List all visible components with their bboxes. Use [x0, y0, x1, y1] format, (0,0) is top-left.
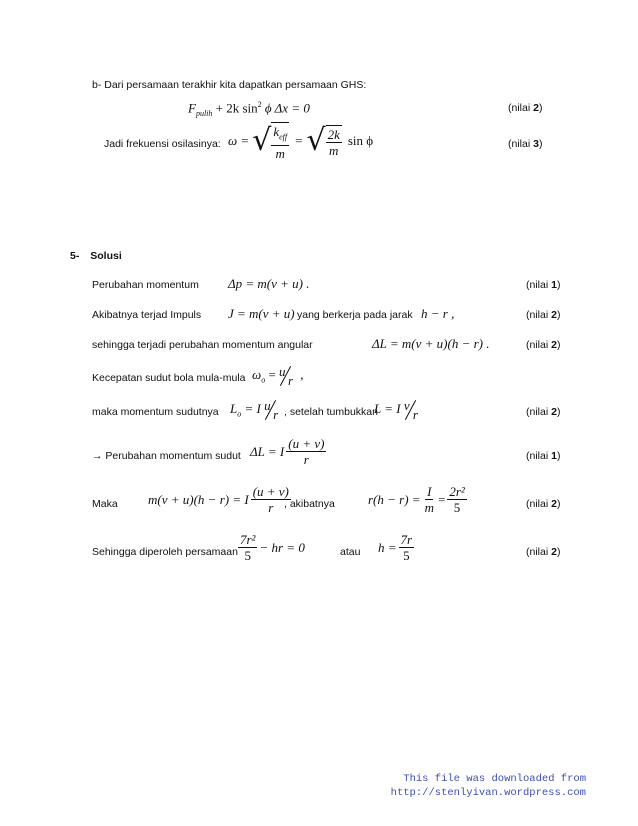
nilai-num: 3 — [533, 138, 539, 150]
nilai-num: 1 — [551, 450, 557, 462]
m-2: m — [329, 142, 339, 158]
nilai-post: ) — [556, 309, 561, 321]
frequency-equation — [228, 122, 373, 161]
nilai-num: 1 — [551, 279, 557, 291]
num: (u + v) — [252, 484, 289, 499]
num: I — [427, 484, 432, 499]
row-impuls-nilai — [526, 309, 560, 321]
row-momentum-nilai — [526, 279, 560, 291]
row-angular-label: sehingga terjadi perubahan momentum angular — [92, 339, 313, 351]
ghs-nilai — [508, 102, 542, 114]
two-r-sq-over-5 — [447, 484, 466, 515]
L-sub: o — [237, 409, 242, 419]
row-impuls-label: Akibatnya terjad Impuls — [92, 309, 202, 321]
num: 7r — [400, 532, 413, 547]
momentum-after-math — [374, 400, 422, 420]
section-b-intro: b- Dari persamaan terakhir kita dapatkan persamaan GHS: — [92, 79, 367, 91]
section-5-heading — [70, 250, 122, 262]
L-after: L = I — [374, 400, 401, 416]
maka-label: Maka — [92, 498, 118, 510]
den: 5 — [244, 548, 251, 563]
equals: = — [437, 491, 446, 507]
nilai-post: ) — [556, 450, 561, 462]
nilai-pre: (nilai — [526, 498, 552, 510]
rest: − hr = 0 — [259, 539, 305, 555]
change-nilai — [526, 450, 560, 462]
nilai-pre: (nilai — [526, 279, 552, 291]
final-math — [236, 532, 305, 563]
nilai-num: 2 — [533, 102, 539, 114]
two-k: 2k — [327, 126, 340, 142]
row-momentum-math: Δp = m(v + u) . — [228, 276, 310, 291]
footer-link[interactable]: http://stenlyivan.wordpress.com — [390, 787, 586, 799]
maka-rhs — [368, 484, 469, 515]
row-impuls-mid: yang berkerja pada jarak — [297, 309, 413, 321]
nilai-post: ) — [556, 498, 561, 510]
sqrt-2 — [306, 125, 343, 158]
I-over-m — [423, 484, 436, 515]
num: 2r² — [449, 484, 465, 499]
h: h = — [378, 539, 397, 555]
omega: ω — [252, 366, 262, 382]
momentum-sudut-mid: , setelah tumbukkan — [284, 406, 378, 418]
nilai-pre: (nilai — [526, 450, 552, 462]
den: r — [268, 500, 274, 515]
row-angular-math: ΔL = m(v + u)(h − r) . — [372, 336, 490, 351]
footer-line-1: This file was downloaded from — [403, 773, 586, 785]
den: 5 — [453, 500, 461, 515]
den: r — [303, 452, 309, 467]
frequency-label: Jadi frekuensi osilasinya: — [104, 138, 221, 150]
maka-nilai — [526, 498, 560, 510]
rhs: r(h − r) = — [368, 491, 421, 507]
final-atau: atau — [340, 546, 361, 558]
change-math — [250, 436, 328, 467]
sqrt-1 — [252, 122, 291, 161]
num: (u + v) — [288, 436, 325, 451]
omega: ω = — [228, 133, 250, 149]
u-over-r — [279, 366, 297, 386]
nilai-post: ) — [538, 138, 543, 150]
section-title: Solusi — [90, 250, 122, 262]
den: r — [288, 373, 294, 388]
row-impuls-math2: h − r , — [421, 306, 455, 321]
momentum-sudut-nilai — [526, 406, 560, 418]
seven-r-sq-over-5 — [238, 532, 257, 563]
den: m — [424, 500, 434, 515]
radical-icon: √ — [252, 123, 272, 159]
L: L — [230, 400, 238, 416]
maka-math — [148, 484, 293, 515]
sin-phi: sin ϕ — [347, 133, 374, 149]
num: 7r² — [240, 532, 256, 547]
num: u — [264, 398, 271, 413]
eq-F-sub: pulih — [195, 108, 213, 118]
change-label: → Perubahan momentum sudut — [92, 450, 241, 462]
section-number: 5- — [70, 250, 80, 262]
comma: , — [300, 366, 304, 382]
nilai-pre: (nilai — [526, 339, 552, 351]
nilai-post: ) — [556, 279, 561, 291]
frequency-nilai — [508, 138, 542, 150]
den: r — [412, 407, 418, 422]
nilai-pre: (nilai — [508, 102, 534, 114]
eq-tail: ϕ Δx = 0 — [264, 100, 310, 116]
nilai-pre: (nilai — [526, 406, 552, 418]
m-1: m — [275, 145, 285, 161]
eq-sq: 2 — [257, 100, 262, 109]
final-h — [378, 532, 416, 563]
equals: = — [295, 133, 303, 149]
eq-rest: + 2k sin — [215, 100, 258, 116]
radical-icon-2: √ — [306, 123, 326, 159]
lhs: m(v + u)(h − r) = I — [148, 491, 249, 507]
nilai-num: 2 — [551, 498, 557, 510]
den: r — [273, 407, 279, 422]
maka-mid: , akibatnya — [284, 498, 335, 510]
seven-r-over-5 — [399, 532, 415, 563]
nilai-post: ) — [538, 102, 543, 114]
final-label: Sehingga diperoleh persamaan — [92, 546, 238, 558]
nilai-num: 2 — [551, 309, 557, 321]
nilai-num: 2 — [551, 339, 557, 351]
v-over-r — [404, 400, 422, 420]
num: u — [279, 364, 286, 379]
omega-sub: o — [261, 375, 266, 385]
row-impuls-math: J = m(v + u) — [228, 306, 295, 321]
eq-F: F — [188, 100, 196, 116]
download-footer — [391, 772, 586, 800]
change-frac — [286, 436, 326, 467]
k-eff: k — [273, 124, 280, 139]
nilai-pre: (nilai — [526, 546, 552, 558]
equals: = — [268, 366, 276, 382]
angular-velocity-label: Kecepatan sudut bola mula-mula — [92, 372, 246, 384]
row-angular-nilai — [526, 339, 560, 351]
nilai-pre: (nilai — [526, 309, 552, 321]
k-eff-sub: eff — [279, 132, 288, 142]
momentum-sudut-label: maka momentum sudutnya — [92, 406, 219, 418]
eq-I: = I — [244, 400, 261, 416]
nilai-num: 2 — [551, 406, 557, 418]
num: v — [403, 398, 410, 413]
sqrt-2-frac — [326, 125, 342, 158]
ghs-equation — [188, 100, 310, 118]
nilai-post: ) — [556, 546, 561, 558]
nilai-num: 2 — [551, 546, 557, 558]
lhs: ΔL = I — [250, 443, 285, 459]
sqrt-1-frac — [271, 122, 289, 161]
u-over-r — [264, 400, 282, 420]
angular-velocity-math — [252, 366, 304, 386]
nilai-post: ) — [556, 339, 561, 351]
final-nilai — [526, 546, 560, 558]
nilai-post: ) — [556, 406, 561, 418]
momentum-sudut-math — [230, 400, 282, 420]
nilai-pre: (nilai — [508, 138, 534, 150]
den: 5 — [403, 548, 410, 563]
row-momentum-label: Perubahan momentum — [92, 279, 199, 291]
